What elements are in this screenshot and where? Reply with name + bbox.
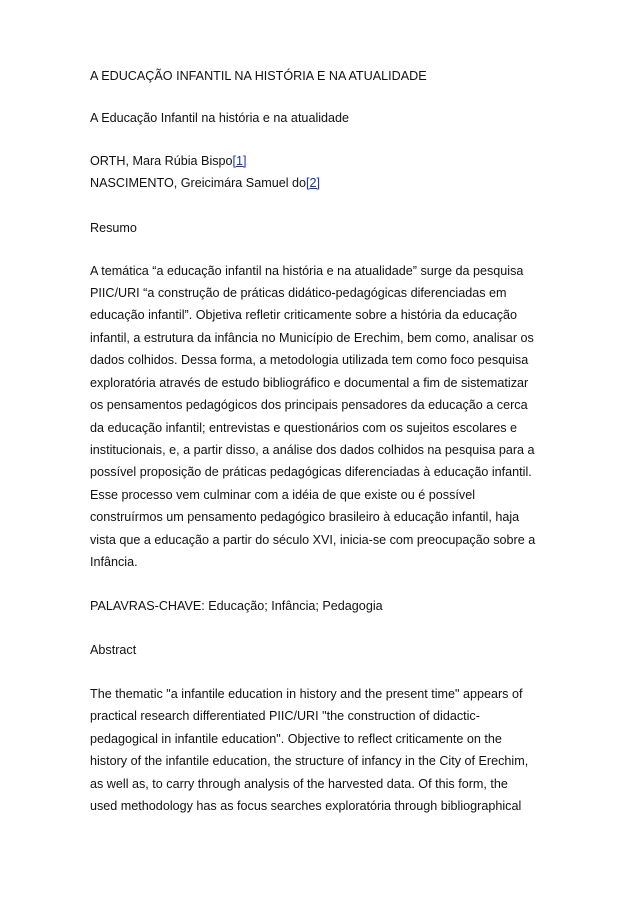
resumo-line: vista que a educação a partir do século XVI, inicia-se com preocupação sobre a [90, 533, 536, 547]
footnote-link-1[interactable]: [1] [232, 154, 247, 168]
footnote-link-2[interactable]: [2] [306, 176, 321, 190]
resumo-line: exploratória através de estudo bibliográfico e documental a fim de sistematizar [90, 376, 529, 390]
keywords-line: PALAVRAS-CHAVE: Educação; Infância; Pedagogia [90, 599, 383, 613]
abstract-line: pedagogical in infantile education". Objective to reflect criticamente on the [90, 732, 502, 746]
author-line-2 [90, 175, 320, 191]
resumo-line: dados colhidos. Dessa forma, a metodologia utilizada tem como foco pesquisa [90, 353, 529, 367]
document-title: A EDUCAÇÃO INFANTIL NA HISTÓRIA E NA ATUALIDADE [90, 69, 427, 83]
abstract-line: as well as, to carry through analysis of the harvested data. Of this form, the [90, 777, 508, 791]
abstract-line: The thematic "a infantile education in history and the present time" appears of [90, 687, 523, 701]
resumo-heading: Resumo [90, 221, 137, 235]
abstract-line: history of the infantile education, the structure of infancy in the City of Erechim, [90, 754, 529, 768]
abstract-line: used methodology has as focus searches exploratória through bibliographical [90, 799, 522, 813]
resumo-line: Esse processo vem culminar com a idéia de que existe ou é possível [90, 488, 476, 502]
resumo-line: A temática “a educação infantil na história e na atualidade” surge da pesquisa [90, 264, 524, 278]
resumo-line: os pensamentos pedagógicos dos principais pensadores da educação a cerca [90, 398, 528, 412]
document-subtitle: A Educação Infantil na história e na atualidade [90, 111, 350, 125]
resumo-line: Infância. [90, 555, 138, 569]
abstract-heading: Abstract [90, 643, 137, 657]
author-line-1 [90, 153, 247, 169]
resumo-line: educação infantil”. Objetiva refletir criticamente sobre a história da educação [90, 308, 518, 322]
resumo-line: PIIC/URI “a construção de práticas didático-pedagógicas diferenciadas em [90, 286, 507, 300]
resumo-line: construírmos um pensamento pedagógico brasileiro à educação infantil, haja [90, 510, 520, 524]
author-name: NASCIMENTO, Greicimára Samuel do [90, 176, 307, 190]
resumo-line: da educação infantil; entrevistas e questionários com os sujeitos escolares e [90, 421, 518, 435]
author-name: ORTH, Mara Rúbia Bispo [90, 154, 233, 168]
resumo-line: infantil, a estrutura da infância no Município de Erechim, bem como, analisar os [90, 331, 534, 345]
abstract-line: practical research differentiated PIIC/URI "the construction of didactic- [90, 709, 480, 723]
resumo-line: institucionais, e, a partir disso, a análise dos dados colhidos na pesquisa para a [90, 443, 535, 457]
resumo-line: possível proposição de práticas pedagógicas diferenciadas à educação infantil. [90, 465, 532, 479]
